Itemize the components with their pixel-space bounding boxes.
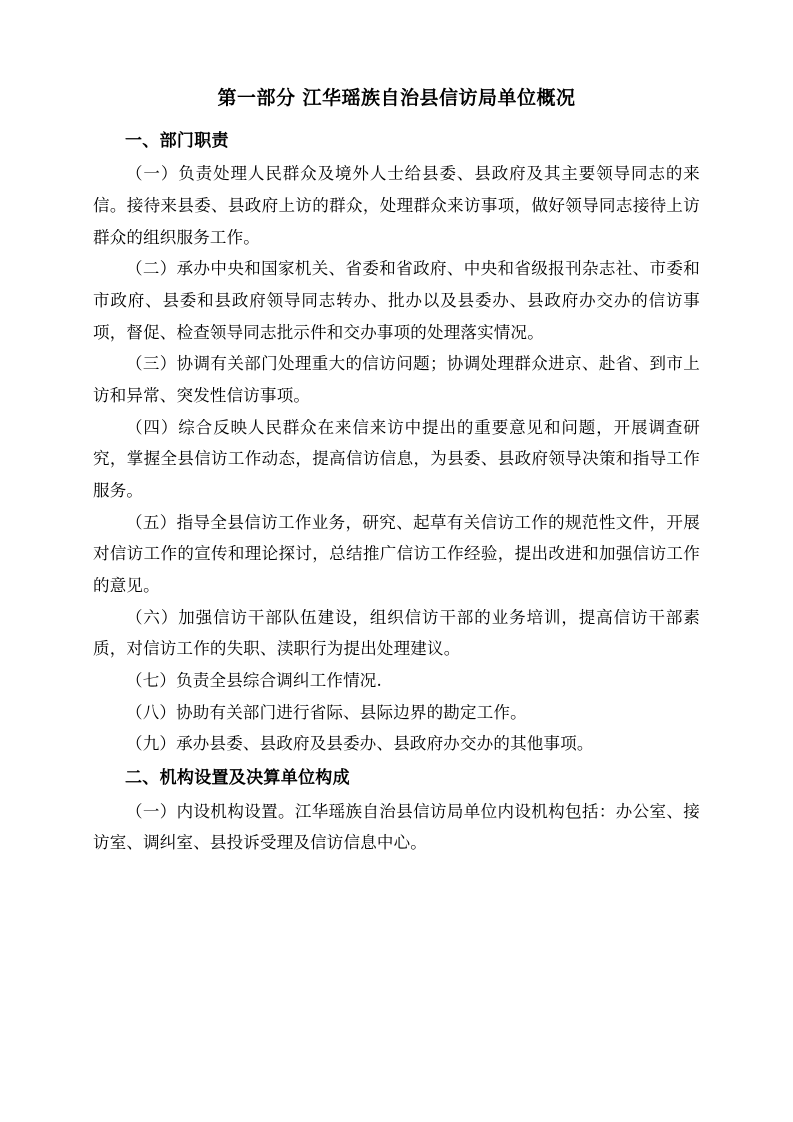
section-heading-structure: 二、机构设置及决算单位构成 — [125, 768, 350, 789]
paragraph: （一）内设机构设置。江华瑶族自治县信访局单位内设机构包括：办公室、接访室、调纠室、县投诉受理及信访信息中心。 — [93, 801, 700, 853]
paragraph: （六）加强信访干部队伍建设，组织信访干部的业务培训，提高信访干部素质，对信访工作的失职、渎职行为提出处理建议。 — [93, 607, 700, 659]
paragraph: （七）负责全县综合调纠工作情况. — [126, 671, 382, 690]
paragraph: （九）承办县委、县政府及县委办、县政府办交办的其他事项。 — [126, 734, 594, 754]
paragraph: （四）综合反映人民群众在来信来访中提出的重要意见和问题，开展调查研究，掌握全县信访工作动态，提高信访信息，为县委、县政府领导决策和指导工作服务。 — [93, 417, 700, 500]
paragraph: （八）协助有关部门进行省际、县际边界的勘定工作。 — [126, 702, 527, 722]
section-heading-duties: 一、部门职责 — [125, 130, 229, 151]
paragraph: （一）负责处理人民群众及境外人士给县委、县政府及其主要领导同志的来信。接待来县委、县政府上访的群众，处理群众来访事项，做好领导同志接待上访群众的组织服务工作。 — [93, 164, 700, 247]
paragraph: （五）指导全县信访工作业务，研究、起草有关信访工作的规范性文件，开展对信访工作的宣传和理论探讨，总结推广信访工作经验，提出改进和加强信访工作的意见。 — [93, 512, 700, 595]
paragraph: （二）承办中央和国家机关、省委和省政府、中央和省级报刊杂志社、市委和市政府、县委和县政府领导同志转办、批办以及县委办、县政府办交办的信访事项，督促、检查领导同志批示件和交办事项的处理落实情况。 — [93, 259, 700, 342]
paragraph: （三）协调有关部门处理重大的信访问题；协调处理群众进京、赴省、到市上访和异常、突发性信访事项。 — [93, 354, 700, 405]
page-title: 第一部分 江华瑶族自治县信访局单位概况 — [217, 87, 576, 109]
